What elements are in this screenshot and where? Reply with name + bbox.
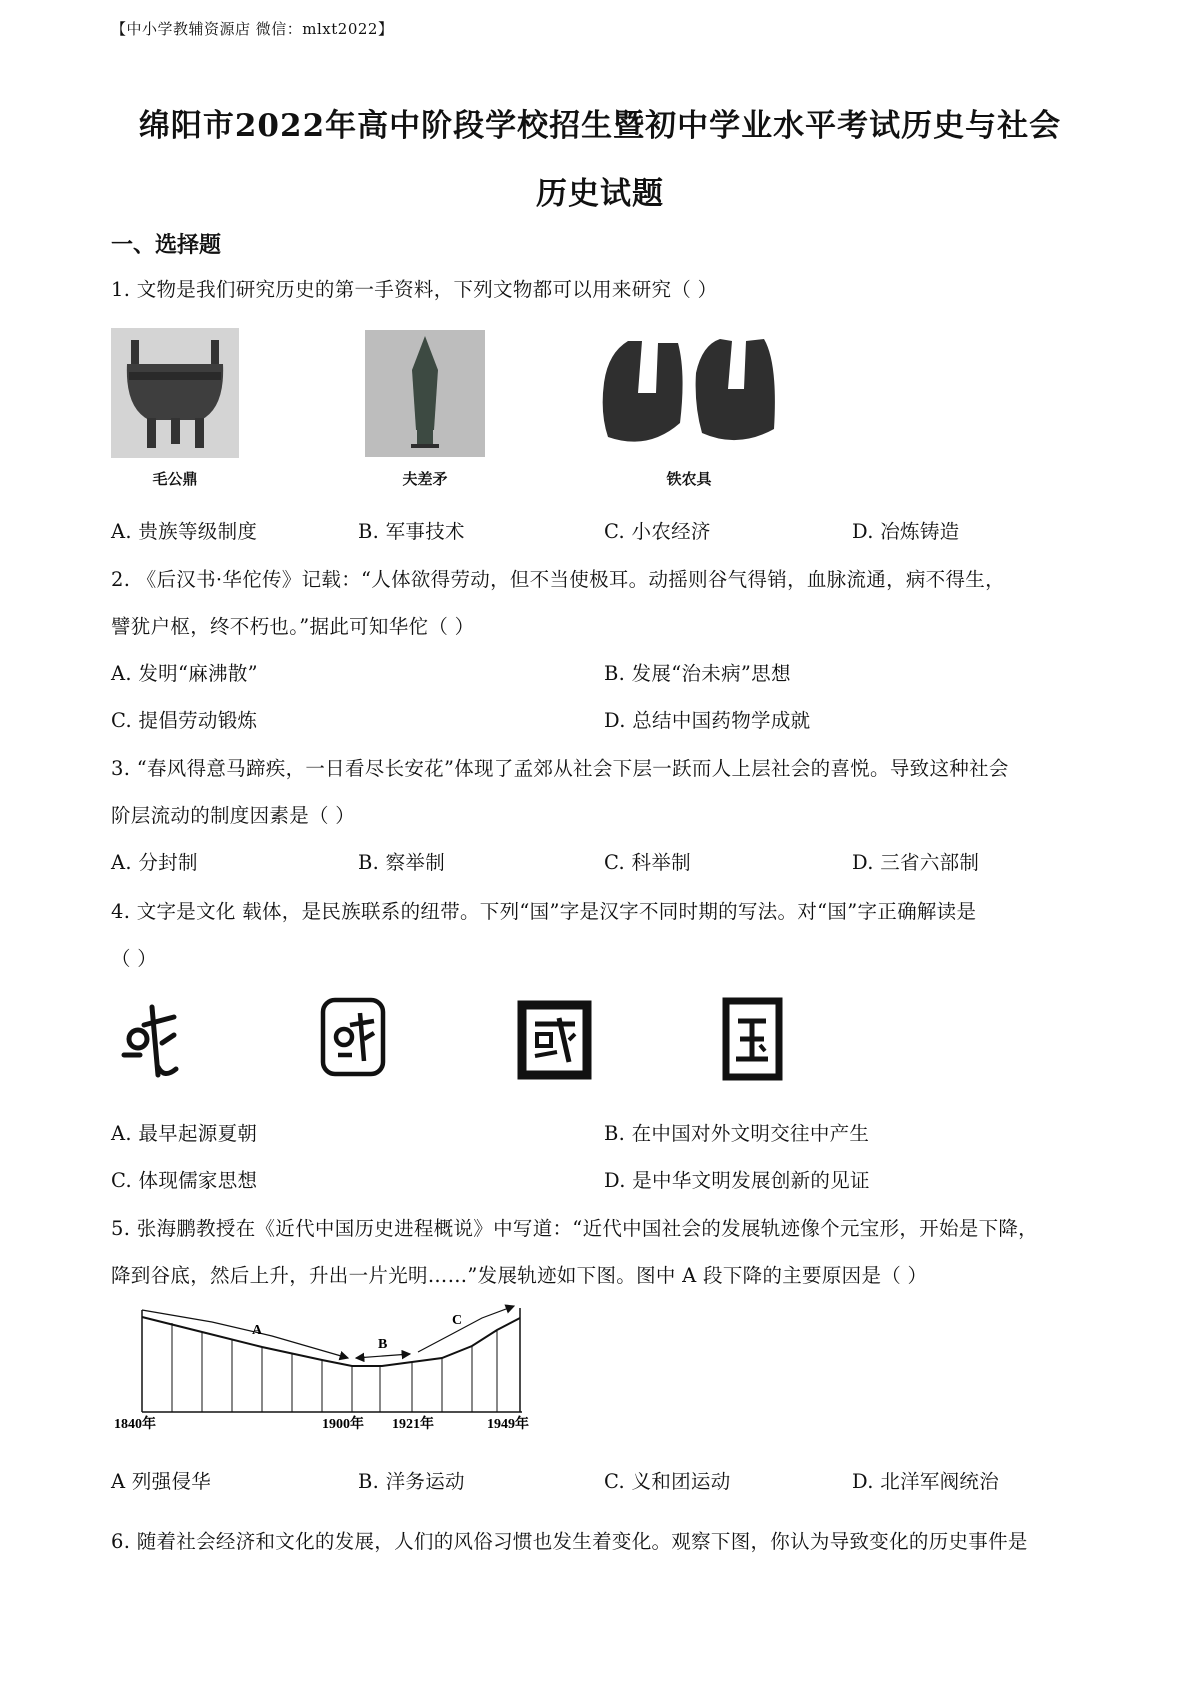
question-6-line1: 6. 随着社会经济和文化的发展，人们的风俗习惯也发生着变化。观察下图，你认为导致变化的历史事件是 [111, 1530, 1028, 1553]
q4-option-d[interactable]: D. 是中华文明发展创新的见证 [604, 1169, 870, 1192]
q1-option-b[interactable]: B. 军事技术 [358, 520, 465, 543]
question-5-line2: 降到谷底，然后上升，升出一片光明……”发展轨迹如下图。图中 A 段下降的主要原因是（ ） [111, 1264, 928, 1287]
question-3-line1: 3. “春风得意马蹄疾，一日看尽长安花”体现了孟郊从社会下层一跃而人上层社会的喜悦。导致这种社会 [111, 757, 1009, 780]
guo-traditional-image [517, 1000, 592, 1080]
development-trajectory-chart [112, 1300, 552, 1430]
segment-label-c: C [452, 1313, 463, 1328]
q5-option-d[interactable]: D. 北洋军阀统治 [852, 1470, 1000, 1493]
q2-option-d[interactable]: D. 总结中国药物学成就 [604, 709, 811, 732]
q1-option-c[interactable]: C. 小农经济 [604, 520, 711, 543]
q4-option-c[interactable]: C. 体现儒家思想 [111, 1169, 258, 1192]
segment-b-arrow [356, 1354, 410, 1358]
exam-title-line2: 历史试题 [536, 176, 664, 212]
q3-option-c[interactable]: C. 科举制 [604, 851, 691, 874]
q2-option-b[interactable]: B. 发展“治未病”思想 [604, 662, 791, 685]
q1-option-a[interactable]: A. 贵族等级制度 [111, 520, 258, 543]
question-4-line2: （ ） [111, 947, 158, 970]
exam-title-line1: 绵阳市2022年高中阶段学校招生暨初中学业水平考试历史与社会 [138, 108, 1062, 144]
caption-fuchai-spear: 夫差矛 [402, 470, 448, 488]
q4-option-a[interactable]: A. 最早起源夏朝 [111, 1122, 258, 1145]
segment-label-b: B [378, 1337, 388, 1352]
question-4-line1: 4. 文字是文化 载体，是民族联系的纽带。下列“国”字是汉字不同时期的写法。对“国”字正确解读是 [111, 900, 977, 923]
q3-option-b[interactable]: B. 察举制 [358, 851, 446, 874]
question-2-line1: 2. 《后汉书·华佗传》记载：“人体欲得劳动，但不当使极耳。动摇则谷气得销，血脉流通，病不得生， [111, 568, 1005, 591]
caption-iron-farm-tools: 铁农具 [666, 470, 712, 488]
tick-label-1921: 1921年 [392, 1417, 434, 1430]
segment-label-a: A [252, 1323, 263, 1338]
q3-option-a[interactable]: A. 分封制 [111, 851, 198, 874]
guo-oracle-bone-image [118, 995, 180, 1085]
tick-label-1949: 1949年 [487, 1417, 529, 1430]
q5-option-c[interactable]: C. 义和团运动 [604, 1470, 731, 1493]
q4-option-b[interactable]: B. 在中国对外文明交往中产生 [604, 1122, 870, 1145]
maogong-ding-image [111, 328, 239, 458]
guo-simplified-image [720, 995, 785, 1083]
guo-bronze-script-image [318, 995, 388, 1079]
segment-a-arrow [142, 1310, 348, 1358]
chart-trajectory-line [142, 1317, 520, 1366]
caption-maogong-ding: 毛公鼎 [152, 470, 198, 488]
q5-option-b[interactable]: B. 洋务运动 [358, 1470, 465, 1493]
q2-option-c[interactable]: C. 提倡劳动锻炼 [111, 709, 258, 732]
question-5-line1: 5. 张海鹏教授在《近代中国历史进程概说》中写道：“近代中国社会的发展轨迹像个元宝形，开始是下降， [111, 1217, 1038, 1240]
q1-option-d[interactable]: D. 冶炼铸造 [852, 520, 960, 543]
iron-farm-tools-image [598, 333, 780, 453]
watermark: 【中小学教辅资源店 微信：mlxt2022】 [111, 20, 394, 38]
fuchai-spear-image [365, 330, 485, 457]
section-heading: 一、选择题 [111, 232, 222, 258]
question-3-line2: 阶层流动的制度因素是（ ） [111, 804, 356, 827]
tick-label-1900: 1900年 [322, 1417, 364, 1430]
q3-option-d[interactable]: D. 三省六部制 [852, 851, 980, 874]
question-2-line2: 譬犹户枢，终不朽也。”据此可知华佗（ ） [111, 615, 475, 638]
question-1-stem: 1. 文物是我们研究历史的第一手资料，下列文物都可以用来研究（ ） [111, 278, 718, 301]
q5-option-a[interactable]: A 列强侵华 [111, 1470, 212, 1493]
tick-label-1840: 1840年 [114, 1417, 156, 1430]
q2-option-a[interactable]: A. 发明“麻沸散” [111, 662, 258, 685]
